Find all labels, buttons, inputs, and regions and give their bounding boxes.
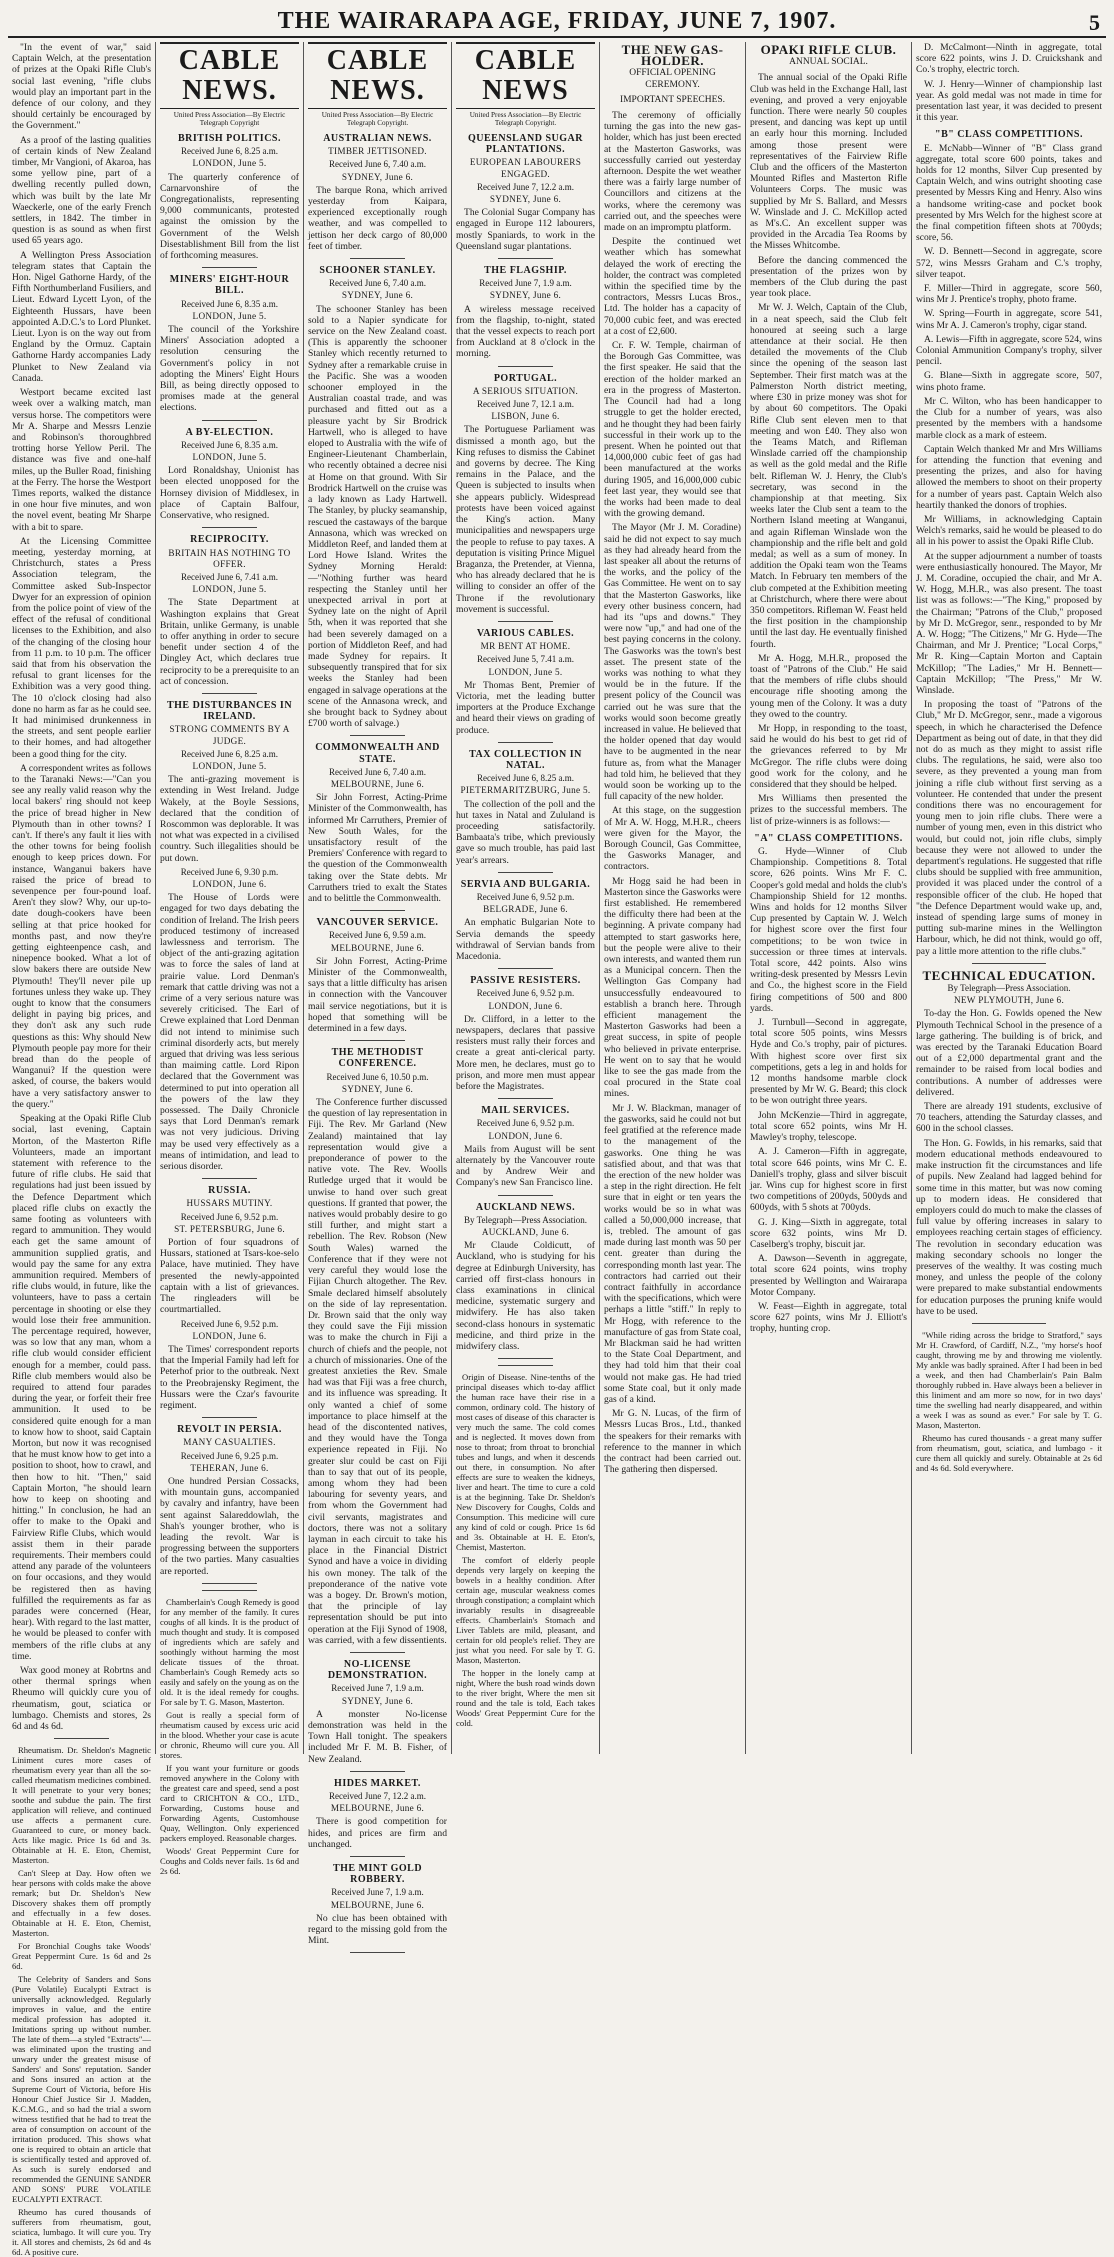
paragraph: W. J. Henry—Winner of championship last year. As gold medal was not made in time for presentation last year, it was decided to present it this year.: [916, 78, 1102, 124]
section-heading: PASSIVE RESISTERS.: [470, 975, 581, 987]
dateline: LONDON, June 5.: [192, 310, 267, 321]
advertisement: Rheumo has cured thousands - a great many suffer from rheumatism, gout, sciatica, and lumbago - it cure them all quickly and surely. Obtainable at 2s 6d and 4s 6d. Sold everywhere.: [916, 1432, 1102, 1473]
masthead: [8, 6, 1106, 38]
article-text: Lord Ronaldshay, Unionist has been elected unopposed for the Hornsey division of Middlesex, in place of Captain Balfour, Conservative, who resigned.: [160, 465, 299, 522]
rifle-club-subhead: ANNUAL SOCIAL.: [789, 57, 868, 68]
paragraph: Mr Hopp, in responding to the toast, said he would do his best to get rid of the grievances referred to by Mr McGregor. The rifle clubs were doing good work for the colony, and he considered that they should be helped.: [750, 722, 907, 790]
section-heading: THE MINT GOLD ROBBERY.: [332, 1863, 423, 1886]
paragraph: As a proof of the lasting qualities of certain kinds of New Zealand timber, Mr Vangioni, of Akaroa, has some yellow pine, part of a dwelling recently pulled down, which was built by the late Mr Waeckerle, one of the early French settlers, in 1842. The timber in question is as sound as when first used 65 years ago.: [12, 134, 151, 247]
received-time: Received June 6, 9.52 p.m.: [476, 891, 575, 902]
article-text: The quarterly conference of Carnarvonshire of the Congregationalists, representing 9,000 communicants, protested against the omission by the Government of the Welsh Disestablishment Bill from the list of forthcoming measures.: [160, 171, 299, 262]
advertisement: The comfort of elderly people depends very largely on keeping the bowels in a healthy condition. After certain age, muscular weakness comes through constipation; a complaint which invariably results in disagreeable effects. Chamberlain's Stomach and Liver Tablets are mild, pleasant, and certain for old people's relief. They are just what you need. For sale by T. G. Mason, Masterton.: [456, 1555, 595, 1666]
dateline: MELBOURNE, June 6.: [330, 778, 425, 789]
received-time: Received June 6, 7.40 a.m.: [329, 159, 426, 170]
paragraph: In proposing the toast of "Patrons of the Club," Mr D. McGregor, senr., made a vigorous speech, in which he characterised the Defence Department as being out of date, in that they did not do as much as they might to assist rifle clubs. The regulations, he said, were also too severe, as they prevented a young man from joining a rifle club without first serving as a volunteer. He contended that under the present conditions there was no encouragement for young men to join rifle clubs. There were a number of young men, even in this district who would, but could not, join rifle clubs, simply because they were not allowed to under the department's regulations. He suggested that rifle clubs should be supplied with free ammunition, provided it was placed under the control of a responsible officer of the club. He hoped that "the Defence Department would wake up, and, instead of spending large sums of money in putting sub-marine mines in the Wellington Harbour, which, he did not think, would go off, pay a little more attention to the rifle clubs.": [916, 699, 1102, 957]
paragraph: The annual social of the Opaki Rifle Club was held in the Exchange Hall, last evening, and proved a very enjoyable function. There were nearly 50 couples present, and dancing was kept up until an early hour this morning. Included among those present were representatives of the Fairview Rifle Club and the officers of the Masterton Mounted Rifles and Masterton Rifle Volunteers Corps. The music was supplied by Mr S. Ballard, and Messrs W. Winslade and J. C. McKillop acted as M's.C. An excellent supper was provided in the Arcadia Tea Rooms by the Misses Whitcombe.: [750, 72, 907, 252]
section-heading: QUEENSLAND SUGAR PLANTATIONS.: [468, 133, 583, 156]
article-text: The anti-grazing movement is extending in West Ireland. Judge Wakely, at the Boyle Sessions, declared that the condition of Roscommon was deplorable. It was not what was expected in a civilised country. Such illegalities should be put down.: [160, 774, 299, 864]
paragraph: G. Blane—Sixth in aggregate score, 507, wins photo frame.: [916, 370, 1102, 393]
press-credit: United Press Association—By Electric Telegraph Copyright.: [469, 111, 582, 127]
paragraph: Speaking at the Opaki Rifle Club social, last evening, Captain Morton, of the Masterton Rifle Volunteers, made an important statement with reference to the future of rifle clubs. He said that regulations had just been issued by the Defence Department which placed rifle clubs on exactly the same footing as volunteers with regard to ammunition. They would each get the same amount of ammunition supplied gratis, and would pay the same for any extra ammunition required. Members of rifle clubs would, in future, like the volunteers, have to pass a certain percentage in shooting or else they would lose their free ammunition. The percentage required, however, was so low that any man, whom a rifle club would consider efficient enough for a member, could pass. Rifle club members would also be required to attend four parades during the year, or forfeit their free ammunition. It used to be considered quite enough for a man to know how to shoot, said Captain Morton, but now it was recognised that he must know how to get into a position to shoot, how to crawl, and then how to hit. "Then," said Captain Morton, "he should learn how to keep on shooting and hitting." In conclusion, he had an offer to make to the Opaki and Fairview Rifle Clubs, which would assist them in their parade requirements. Their members could attend any parade of the volunteers on four occasions, and they would be registered then as having fulfilled the requirements as far as parades were concerned (Hear, hear). With regard to the last matter, he would be pleased to confer with members of the rifle clubs at any time.: [12, 1113, 151, 1662]
paragraph: G. Hyde—Winner of Club Championship. Competitions 8. Total score, 626 points. Wins Mr F. C. Cooper's gold medal and holds the club's Championship Shield for 12 months. Wins and holds for 12 months Silver Cup presented by Captain W. J. Welch for highest score over the first four competitions; to be won twice in succession or three times at intervals. Total score, 442 points. Also wins writing-desk presented by Messrs Levin and Co., the highest score in the Field firing competitions of 500 and 800 yards.: [750, 846, 907, 1014]
section-heading: VARIOUS CABLES.: [476, 627, 575, 639]
dateline: HUSSARS MUTINY.: [186, 1198, 273, 1209]
article-text: The council of the Yorkshire Miners' Association adopted a resolution censuring the Government's policy in not adopting the Miners' Eight Hours Bill, as being directly opposed to promises made at the general elections.: [160, 324, 299, 414]
paragraph: W. Feast—Eighth in aggregate, total score 627 points, wins Mr J. Elliott's trophy, hunting crop.: [750, 1300, 907, 1335]
dateline: BELGRADE, June 6.: [483, 904, 568, 915]
paragraph: John McKenzie—Third in aggregate, total score 652 points, wins Mr H. Mawley's trophy, telescope.: [750, 1109, 907, 1144]
paragraph: Before the dancing commenced the presentation of the prizes won by members of the Club during the past year took place.: [750, 254, 907, 300]
paragraph: The ceremony of officially turning the gas into the new gas-holder, which has just been erected at the Masterton Gasworks, was successfully carried out yesterday afternoon. Despite the wet weather there was a fairly large number of Councillors and citizens at the works, where the ceremony was carried out, and the speeches were made on an impromptu platform.: [604, 110, 741, 234]
paragraph: A. Dawson—Seventh in aggregate, total score 624 points, wins trophy presented by Wellington and Wairarapa Motor Company.: [750, 1253, 907, 1298]
section-heading: PORTUGAL.: [493, 372, 558, 384]
received-time: Received June 6, 7.41 a.m.: [181, 571, 278, 582]
dateline: LONDON, June 6.: [488, 1130, 563, 1141]
received-time: Received June 6, 9.30 p.m.: [180, 866, 279, 877]
column-3: [304, 42, 452, 1947]
article-text: Portion of four squadrons of Hussars, stationed at Tsars-koe-selo Palace, have mutinied. They have presented the newly-appointed captain with a list of grievances. The ringleaders will be courtmartialled.: [160, 1237, 299, 1316]
received-time: By Telegraph—Press Association.: [464, 1214, 587, 1225]
article-text: The barque Rona, which arrived yesterday from Kaipara, experienced exceptionally rough weather, and was compelled to jettison her deck cargo of 80,000 feet of timber.: [308, 184, 447, 252]
article-text: A wireless message received from the flagship, to-night, stated that the vessel expects to reach port from Auckland at 8 o'clock in the morning.: [456, 303, 595, 360]
col7-ads: [916, 1330, 1102, 1473]
gas-holder-subhead: OFFICIAL OPENING CEREMONY.: [629, 68, 716, 90]
section-heading: REVOLT IN PERSIA.: [177, 1424, 282, 1436]
divider: [54, 1738, 110, 1739]
dateline: MELBOURNE, June 6.: [330, 1899, 425, 1910]
paragraph: To-day the Hon. G. Fowlds opened the New Plymouth Technical School in the presence of a large gathering. The building is of brick, and was erected by the Taranaki Education Board out of a £2,000 departmental grant and the remainder to be raised from local bodies and contributions. A number of addresses were delivered.: [916, 1008, 1102, 1098]
article-text: The Times' correspondent reports that the Imperial Family had left for Peterhof prior to the outbreak. Next to the Preobrajensky Regiment, the Hussars were the Czar's favourite regiment.: [160, 1343, 299, 1411]
col4-sections: [456, 133, 595, 1359]
divider: [498, 1098, 554, 1099]
advertisement: Rheumatism. Dr. Sheldon's Magnetic Liniment cures more cases of rheumatism every year than all the so-called rheumatism medicines combined. It will penetrate to your very bones; soothe and subdue the pain. The first application will relieve, and continued use affects a permanent cure. Guaranteed to cure, or money back. Acts like magic. Price 1s 6d and 3s. Obtainable at H. E. Eton, Chemist, Masterton.: [12, 1745, 151, 1866]
divider: [498, 872, 554, 873]
article-text: The State Department at Washington explains that Great Britain, unlike Germany, is unable to offer anything in order to secure benefit under section 4 of the Dingley Act, which declares true reciprocity to be a prerequisite to an act of concession.: [160, 597, 299, 687]
cable-news-heading: CABLE NEWS.: [308, 42, 447, 109]
advertisement: For Bronchial Coughs take Woods' Great Peppermint Cure. 1s 6d and 2s 6d.: [12, 1941, 151, 1972]
dateline: SYDNEY, June 6.: [341, 171, 414, 182]
paragraph: Mr Hogg said he had been in Masterton since the Gasworks were first established. He remembered the difficulty there had been at the beginning. A private company had attempted to start gasworks here, but the people were alive to their own interests, and wanted them run as a Municipal concern. Then the Wellington Gas Company had unsuccessfully endeavoured to establish a branch here. Through efficient management the Masterton Gasworks had been a great success, in spite of people who believed in private enterprise. He went on to say that he would like to see the gas made from the coal procured in the State coal mines.: [604, 875, 741, 1100]
advertisement: Woods' Great Peppermint Cure for Coughs and Colds never fails. 1s 6d and 2s 6d.: [160, 1845, 299, 1876]
article-text: The Conference further discussed the question of lay representation in Fiji. The Rev. Mr Garland (New Zealand) maintained that lay representation would give a preponderance of power to the native vote. The Rev. Woolls Rutledge urged that it would be unwise to hand over such great questions. If granted that power, the natives would probably desire to go still further, and might start a rebellion. The Rev. Robson (New South Wales) warned the Conference that if they were not very careful they would lose the Fijian Church altogether. The Rev. Smale declared himself absolutely on the side of lay representation. Dr. Brown said that the only way they could save the Fiji mission was to make the church in Fiji a church of chiefs and the people, not a church of missionaries. One of the greatest anxieties the Rev. Smale had was that Fiji was a free church, and its influence was spreading. It only wanted a chief of some importance to place himself at the head of the discontented natives, and they would have the Tonga experience repeated in Fiji. No greater slur could be cast on Fiji than to say that out of its people, among whom they had been labouring for seventy years, and from whom the Government had civil servants, magistrates and doctors, there was not a solitary layman in each circuit to take his place in the Financial District Synod and have a voice in dividing his own money. The talk of the preponderance of the native vote was a bogey. Dr. Brown's motion, that the principle of lay representation should be put into operation at the Fiji Synod of 1908, was carried, with a few dissentients.: [308, 1097, 447, 1646]
section-heading: THE METHODIST CONFERENCE.: [331, 1047, 424, 1070]
divider: [350, 735, 406, 736]
advertisement: The Celebrity of Sanders and Sons (Pure Volatile) Eucalypti Extract is universally acknowledged. Regularly improves in value, and the entire medical profession has adopted it. Imitations spring up without number. The late of them—a styled "Extracts"—was eliminated upon the trusting and unwary under the greatest misuse of Sanders' and Sons' reputation. Sander and Sons insured an action at the Supreme Court of Victoria, before His Honour Chief Justice Sir J. Madden, K.C.M.G., and so had the trial a sworn witness testified that he had to treat the area of consumption on account of the irritation produced. This shows what one is required to obtain an article that is scientifically tested and approved of. As such is surely endorsed and recommended the GENUINE SANDER AND SONS' PURE VOLATILE EUCALYPTI EXTRACT.: [12, 1974, 151, 2205]
divider: [202, 267, 258, 268]
advertisement: Origin of Disease. Nine-tenths of the principal diseases which to-day afflict the human race have their rise in a common, ordinary cold. The history of most cases of disease of this character is very much the same. The cold comes and is neglected. It moves down from nose to throat; from throat to bronchial tubes and lungs, and when it descends out there, in consumption. No after effects are sure to weaken the kidneys, liver and heart. The time to cure a cold is at the beginning. Take Dr. Sheldon's New Discovery for Coughs, Colds and Consumption. This medicine will cure any kind of cold or cough. Price 1s 6d and 3s. Obtainable at H. E. Eton's, Chemist, Masterton.: [456, 1372, 595, 1553]
received-time: Received June 6, 8.35 a.m.: [181, 439, 278, 450]
divider: [202, 1178, 258, 1179]
technical-education-headline: TECHNICAL EDUCATION.: [922, 967, 1096, 983]
dateline: BRITAIN HAS NOTHING TO OFFER.: [168, 547, 291, 569]
advertisement: Can't Sleep at Day. How often we hear persons with colds make the above remark; but Dr. Sheldon's New Discovery shakes them off promptly and effectually in a few doses. Obtainable at H. E. Eton, Chemist, Masterton.: [12, 1868, 151, 1939]
paragraph: At this stage, on the suggestion of Mr A. W. Hogg, M.H.R., cheers were given for the Mayor, the Borough Council, Gas Committee, the Gasworks Manager, and contractors.: [604, 805, 741, 873]
paragraph: The Hon. G. Fowlds, in his remarks, said that modern educational methods endeavoured to make instruction fit the circumstances and life of pupils. New Zealand had lagged behind for some time in this matter, but was now coming up to modern ideas. He considered that employers could do much to make the classes of full value by offering increases in salary to employees reaching certain stages of efficiency. The revolution in secondary education was making secondary schools no longer the preserves of the wealthy. It was costing much money, and unless the people of the colony were prepared to make substantial endowments for education purposes the pruning knife would have to be used.: [916, 1137, 1102, 1317]
divider: [498, 1195, 554, 1196]
received-time: Received June 6, 8.25 a.m.: [477, 773, 574, 784]
paragraph: F. Miller—Third in aggregate, score 560, wins Mr J. Prentice's trophy, photo frame.: [916, 283, 1102, 306]
column-1: [8, 42, 156, 2257]
col2-ads: [160, 1597, 299, 1876]
class-heading: "B" CLASS COMPETITIONS.: [935, 129, 1083, 141]
paragraph: Mr A. Hogg, M.H.R., proposed the toast of "Patrons of the Club." He said that the members of rifle clubs should encourage rifle shooting among the young men of the Colony. It was a duty they owed to the country.: [750, 652, 907, 720]
page-number: 5: [1089, 10, 1100, 35]
paragraph: Despite the continued wet weather which has somewhat delayed the work of erecting the holder, the contract was completed within the specified time by the contractors, Messrs Lucas Bros., Ltd. The holder has a capacity of 70,000 cubic feet, and was erected at a cost of £2,600.: [604, 236, 741, 337]
rifle-club-headline: OPAKI RIFLE CLUB.: [760, 42, 897, 57]
divider: [350, 258, 406, 259]
section-heading: MAIL SERVICES.: [481, 1105, 570, 1117]
divider: [202, 1590, 258, 1591]
dateline: ST. PETERSBURG, June 6.: [174, 1223, 285, 1234]
press-credit: United Press Association—By Electric Telegraph Copyright.: [321, 111, 434, 127]
divider: [498, 621, 554, 622]
dateline: SYDNEY, June 6.: [341, 1083, 414, 1094]
article-text: The Colonial Sugar Company has engaged in Europe 112 labourers, mostly Spaniards, to work in the Queensland sugar plantations.: [456, 207, 595, 252]
paragraph: Mr J. W. Blackman, manager of the gasworks, said he could not but feel gratified at the reference made to the management of the gasworks. One thing he was satisfied about, and that was that the erection of the new holder was a step in the right direction. He felt sure that in eight or ten years the works would be so in what was called a 50,000,000 increase, that is, trebled. The amount of gas made during last month was 50 per cent. greater than during the corresponding month last year. The contractors had carried out their contract faithfully in accordance with the specifications, which were perhaps a little "stiff." In reply to Mr Hogg, with reference to the manufacture of gas from State coal, Mr Blackman said he had written to the State Coal Department, and they had told him that their coal would not make gas. He had tried some State coal, but it only made gas of a kind.: [604, 1102, 741, 1405]
received-time: Received June 7, 1.9 a.m.: [479, 278, 572, 289]
received-time: Received June 7, 1.9 a.m.: [331, 1683, 424, 1694]
section-heading: A BY-ELECTION.: [185, 426, 274, 438]
section-heading: HIDES MARKET.: [334, 1777, 421, 1789]
dateline: LISBON, June 6.: [491, 411, 560, 422]
paragraph: D. McCalmont—Ninth in aggregate, total score 622 points, wins J. D. Cruickshank and Co.'s trophy, electric torch.: [916, 42, 1102, 76]
advertisement: Rheumo has cured thousands of sufferers from rheumatism, gout, sciatica, lumbago. It will cure you. Try it. All stores and chemists, 2s 6d and 4s 6d. A positive cure.: [12, 2207, 151, 2257]
divider: [972, 1323, 1046, 1324]
divider: [498, 742, 554, 743]
divider: [202, 693, 258, 694]
dateline: SYDNEY, June 6.: [489, 290, 562, 301]
paragraph: "In the event of war," said Captain Welch, at the presentation of prizes at the Opaki Rifle Club's social last evening, "rifle clubs would play an important part in the defence of our colony, and they should certainly be encouraged by the Government.": [12, 42, 151, 132]
divider: [498, 258, 554, 259]
advertisement: The hopper in the lonely camp at night, Where the bush road winds down to the river bright, Where the men sit round and the tale is told, Each takes Woods' Great Peppermint Cure for the cold.: [456, 1668, 595, 1729]
article-text: An emphatic Bulgarian Note to Servia demands the speedy withdrawal of Servian bands from Macedonia.: [456, 917, 595, 962]
article-text: The collection of the poll and the hut taxes in Natal and Zululand is proceeding satisfactorily. Bambaata's tribe, which previously gave so much trouble, has paid last year's arrears.: [456, 798, 595, 866]
section-heading: TAX COLLECTION IN NATAL.: [469, 748, 582, 771]
paragraph: Captain Welch thanked Mr and Mrs Williams for attending the function that evening and presenting the prizes, and also for having allowed the members to shoot on their property for a number of years past. Captain Welch also heartily thanked the donors of trophies.: [916, 443, 1102, 511]
paragraph: J. Turnbull—Second in aggregate, total score 505 points, wins Messrs Hyde and Co.'s trophy, pair of pictures. With highest score over first six competitions, gets a leg in and holds for 12 months handsome marble clock presented by Mr W. G. Beard; this clock to be won outright three years.: [750, 1017, 907, 1107]
received-time: Received June 6, 9.52 p.m.: [180, 1211, 279, 1222]
received-time: Received June 6, 8.35 a.m.: [181, 298, 278, 309]
class-heading: "A" CLASS COMPETITIONS.: [754, 832, 903, 844]
newspaper-title: THE WAIRARAPA AGE, FRIDAY, JUNE 7, 1907.: [277, 8, 837, 34]
article-text: The Portuguese Parliament was dismissed a month ago, but the King refuses to dismiss the Cabinet and governs by decree. The King remains in the Palace, and the Queen is subjected to insults when she appears publicly. Widespread protests have been voiced against the King's action. Many municipalities and newspapers urge the people to refuse to pay taxes. A deputation is visiting Prince Miguel Braganza, the Pretender, at Vienna, who has already declared that he is willing to consider an offer of the Throne if the revolutionary movement is successful.: [456, 424, 595, 615]
col3-sections: [308, 133, 447, 1953]
dateline: LONDON, June 6.: [192, 1330, 267, 1341]
col2-sections: [160, 133, 299, 1584]
divider: [202, 1417, 258, 1418]
section-heading: SERVIA AND BULGARIA.: [460, 878, 591, 890]
received-time: Received June 7, 12.2 a.m.: [477, 181, 574, 192]
section-heading: THE DISTURBANCES IN IRELAND.: [166, 699, 293, 723]
received-time: Received June 5, 7.41 a.m.: [477, 654, 574, 665]
dateline: TIMBER JETTISONED.: [328, 146, 427, 157]
dateline: LONDON, June 6.: [488, 1000, 563, 1011]
section-heading: AUCKLAND NEWS.: [475, 1201, 576, 1213]
dateline: MR BENT AT HOME.: [480, 641, 571, 652]
dateline: MELBOURNE, June 6.: [330, 1803, 425, 1814]
section-heading: COMMONWEALTH AND STATE.: [315, 742, 440, 765]
article-text: Sir John Forrest, Acting-Prime Minister of the Commonwealth, has informed Mr Carruthers, Premier of New South Wales, for the unsatisfactory result of the Premiers' Conference with regard to the question of the Commonwealth taking over the State debts. Mr Carruthers tried to exalt the States and to belittle the Commonwealth.: [308, 792, 447, 904]
paragraph: A Wellington Press Association telegram states that Captain the Hon. Nigel Gathorne Hardy, of the Fifth Northumberland Fusiliers, and Lieut. Edward Lycett Lyon, of the Eighteenth Hussars, have been appointed A.D.C.'s to Lord Plunket. Lieut. Lyon is on the way out from England by the Ormuz. Captain Gathorne Hardy accompanies Lady Plunket to New Zealand via Canada.: [12, 249, 151, 384]
received-time: Received June 7, 12.2 a.m.: [329, 1791, 426, 1802]
dateline: LONDON, June 5.: [192, 760, 267, 771]
column-4: [452, 42, 600, 1754]
paragraph: There are already 191 students, exclusive of 70 teachers, attending the Saturday classes, and 600 in the school classes.: [916, 1101, 1102, 1135]
section-heading: MINERS' EIGHT-HOUR BILL.: [169, 274, 290, 297]
paragraph: W. D. Bennett—Second in aggregate, score 572, wins Messrs Graham and C.'s trophy, silver teapot.: [916, 246, 1102, 280]
dateline: LONDON, June 5.: [192, 158, 267, 169]
received-time: Received June 7, 12.1 a.m.: [477, 399, 574, 410]
paragraph: Mr Williams, in acknowledging Captain Welch's remarks, said he would be pleased to do all in his power to assist the Opaki Rifle Club.: [916, 513, 1102, 548]
received-time: Received June 6, 9.52 p.m.: [476, 1118, 575, 1129]
dateline: LONDON, June 5.: [192, 452, 267, 463]
cable-news-heading: CABLE NEWS.: [160, 42, 299, 109]
section-heading: VANCOUVER SERVICE.: [316, 917, 439, 929]
paragraph: G. J. King—Sixth in aggregate, total score 632 points, wins Mr D. Caselberg's trophy, biscuit jar.: [750, 1216, 907, 1250]
gas-holder-subhead-2: IMPORTANT SPEECHES.: [619, 94, 726, 105]
divider: [498, 968, 554, 969]
dateline: MANY CASUALTIES.: [183, 1437, 276, 1448]
divider: [202, 527, 258, 528]
paragraph: Mr W. J. Welch, Captain of the Club, in a neat speech, said the Club felt honoured at seeing such a large attendance at their social. He then detailed the movements of the Club since the opening of the season last September. Their first match was at the Palmerston North district meeting, where £30 in prize money was shot for by about 60 competitors. The Opaki Rifle Club sent eleven men to that meeting and won £40. They also won the Teams Match, and Rifleman Winslade carried off the championship as well as the gold medal and the Rifle belt. Rifleman W. J. Henry, the Club's secretary, was second in the championship at that meeting. Six weeks later the Club sent a team to the Northern Island meeting at Wanganui, and again Rifleman Winslade won the championship and the rifle belt and gold medal; as well as a sum of money. In addition the Opaki team won the Teams Match. In February ten members of the club competed at the Exhibition meeting at Christchurch, where there were about 350 competitors. Rifleman W. Feast held the first position in the championship until the last day. He eventually finished fourth.: [750, 302, 907, 650]
divider: [350, 910, 406, 911]
section-heading: AUSTRALIAN NEWS.: [323, 133, 432, 144]
divider: [350, 1952, 406, 1953]
divider: [498, 366, 554, 367]
divider: [350, 1771, 406, 1772]
paragraph: At the Licensing Committee meeting, yesterday morning, at Christchurch, states a Press Association telegram, the Committee asked Sub-Inspector Dwyer for an expression of opinion from the police point of view of the effect of the refusal of conditional licenses to the Exhibition, and also of the changing of the closing hour from 11 p.m. to 10 p.m. The officer said that from his observation the refusal to grant licenses for the Exhibition was a very good thing. The 10 o'clock closing had also done no harm as far as he could see. It had minimised drunkenness in the streets, and sent people earlier to their homes, and had altogether been a good thing for the city.: [12, 535, 151, 760]
paragraph: Wax good money at Robrtns and other thermal springs when Rheumo will quickly cure you of rheumatism, gout, sciatica or lumbago. Chemists and stores, 2s 6d and 4s 6d.: [12, 1665, 151, 1733]
dateline: LONDON, June 5.: [192, 584, 267, 595]
divider: [498, 1358, 554, 1359]
paragraph: W. Spring—Fourth in aggregate, score 541, wins Mr A. J. Cameron's trophy, cigar stand.: [916, 308, 1102, 331]
paragraph: A. J. Cameron—Fifth in aggregate, total score 646 points, wins Mr C. E. Daniell's trophy, glass and silver biscuit jar. Wins cup for highest score in first two competitions of 200yds, 500yds and 600yds, with 5 shots at 700yds.: [750, 1146, 907, 1214]
column-2: [156, 42, 304, 1876]
col1-paras: [12, 42, 151, 1732]
received-time: Received June 6, 9.25 p.m.: [180, 1450, 279, 1461]
col1-ads: [12, 1745, 151, 2257]
section-heading: RUSSIA.: [208, 1185, 251, 1197]
column-7: [912, 42, 1106, 1754]
paragraph: Westport became excited last week over a walking match, man versus horse. The competitors were Mr A. Sharpe and Messrs Lenzie and Robinson's thoroughbred trotting horse Yellow Peril. The distance was five and one-half miles, up the Buller Road, finishing at the Ferry. The horse the Westport Times reports, walked the distance in one hour five minutes, and won the novel event, beating Mr Sharpe with a bit to spare.: [12, 387, 151, 533]
received-time: Received June 6, 9.52 p.m.: [476, 988, 575, 999]
dateline: STRONG COMMENTS BY A JUDGE.: [169, 724, 290, 746]
cable-news-heading: CABLE NEWS: [456, 42, 595, 109]
divider: [498, 1365, 554, 1366]
section-heading: RECIPROCITY.: [190, 534, 269, 546]
column-6: [746, 42, 912, 1754]
article-text: One hundred Persian Cossacks, with mountain guns, accompanied by cavalry and infantry, have been sent against Salareddowlah, the Shah's younger brother, who is leading the revolt. War is progressing between the supporters of the two parties. Many casualties are reported.: [160, 1475, 299, 1577]
col4-ads: [456, 1372, 595, 1728]
divider: [350, 1040, 406, 1041]
dateline: AUCKLAND, June 6.: [481, 1227, 570, 1238]
advertisement: Gout is really a special form of rheumatism caused by excess uric acid in the blood. Whether your case is acute or chronic, Rheumo will cure you. All stores.: [160, 1709, 299, 1760]
paragraph: Mr G. N. Lucas, of the firm of Messrs Lucas Bros., Ltd., thanked the speakers for their remarks with reference to the manner in which the contract had been carried out. The gathering then dispersed.: [604, 1408, 741, 1476]
advertisement: If you want your furniture or goods removed anywhere in the Colony with the greatest care and speed, send a post card to CRICHTON & CO., LTD., Forwarding, Customs house and Forwarding Agents, Customhouse Quay, Wellington. Only experienced packers employed. Reasonable charges.: [160, 1762, 299, 1843]
press-credit: By Telegraph—Press Association.: [947, 983, 1071, 994]
received-time: Received June 6, 9.59 a.m.: [329, 930, 426, 941]
article-text: No clue has been obtained with regard to the missing gold from the Mint.: [308, 1912, 447, 1947]
paragraph: Mr C. Wilton, who has been handicapper to the Club for a number of years, was also presented by the members with a handsome marble clock as a mark of esteem.: [916, 395, 1102, 441]
article-text: Mr Claude Coldicutt, of Auckland, who is studying for his degree at Edinburgh University, has carried off first-class honours in class examinations in clinical medicine, systematic surgery and midwifery. He has also taken second-class honours in systematic medicine, and third prize in the midwifery class.: [456, 1240, 595, 1353]
dateline: SYDNEY, June 6.: [341, 1695, 414, 1706]
column-5: [600, 42, 746, 1754]
article-text: The schooner Stanley has been sold to a Napier syndicate for service on the New Zealand coast. (This is apparently the schooner Stanley which recently returned to Sydney after a remarkable cruise in the Pacific. She was a wooden schooner employed in the Australian coastal trade, and was purchased and fitted out as a pleasure yacht by Sir Brodrick Hartwell, who is alleged to have eloped to Australia with the wife of Engineer-Lieutenant Chamberlain, who recently obtained a decree nisi at Home on that ground. With Sir Brodrick Hartwell on the cruise was a lady known as Lady Hartwell. The Stanley, by plucky seamanship, rescued the castaways of the barque Annasona, which was wrecked on Middleton Reef, and landed them at Lord Howe Island. Writes the Sydney Morning Herald: —"Nothing further was heard respecting the Stanley until her unexpected arrival in port at Sydney late on the night of April 5th, when it was reported that she had been severely damaged on a portion of Middleton Reef, and had made Sydney for repairs. It subsequently transpired that for six weeks the Stanley had been engaged in salvage operations at the scene of the Annasona wreck, and she brought back to Sydney about £700 worth of salvage.): [308, 303, 447, 730]
dateline: PIETERMARITZBURG, June 5.: [460, 785, 591, 796]
gas-holder-headline: THE NEW GAS-HOLDER.: [621, 42, 724, 69]
dateline: EUROPEAN LABOURERS ENGAGED.: [469, 157, 582, 179]
divider: [972, 963, 1046, 964]
paragraph: E. McNabb—Winner of "B" Class grand aggregate, total score 600 points, takes and holds for 12 months, Silver Cup presented by Captain Welch, and wins outright shooting case presented by Messrs King and Henry. Also wins a handsome writing-case and pocket book presented by Mrs Welch for the highest score at the final competition fifteen shots at 700yds; score, 56.: [916, 142, 1102, 244]
advertisement: Chamberlain's Cough Remedy is good for any member of the family. It cures coughs of all kinds. It is the product of much thought and study. It is composed of ingredients which are safely and soothingly without harming the most delicate tissues of the throat. Chamberlain's Cough Remedy acts so easily and safely on the young as on the old. It is the ideal remedy for coughs. For sale by T. G. Mason, Masterton.: [160, 1596, 299, 1707]
dateline: SYDNEY, June 6.: [489, 194, 562, 205]
dateline: NEW PLYMOUTH, June 6.: [953, 995, 1065, 1006]
section-heading: SCHOONER STANLEY.: [319, 265, 436, 277]
paragraph: The Mayor (Mr J. M. Coradine) said he did not expect to say much as they had already heard from the last speaker all about the returns of the works, and the policy of the Gas Committee. He went on to say that the Masterton Gasworks, like every other business concern, had had its "ups and downs." They were now "up," and had one of the best paying concerns in the colony. The Gasworks was the town's best asset. The present state of the works was nothing to what they would be in the future. If the present policy of the Council was carried out he was sure that the works would soon become greatly increased in value. He believed that the holder opened that day would have to be augmented in the near future as, from what the Manager had told him, he believed that they would soon be working up to the full capacity of the new holder.: [604, 522, 741, 803]
paragraph: At the supper adjournment a number of toasts were enthusiastically honoured. The Mayor, Mr J. M. Coradine, occupied the chair, and Mr A. W. Hogg, M.H.R., was also present. The toast list was as follows:—"The King," proposed by the Chairman; "Patrons of the Club," proposed by Mr D. McGregor, senr., responded to by Mr A. W. Hogg; "The Citizens," Mr G. Hyde—The Chairman, and Mr J. Prentice; "Local Corps," Mr R. King—Captain Morton and Captain McKillop; "The Ladies," Mr H. Bennett—Captain McKillop; "The Press," Mr W. Winslade.: [916, 550, 1102, 696]
section-heading: NO-LICENSE DEMONSTRATION.: [327, 1659, 428, 1682]
divider: [350, 1856, 406, 1857]
article-text: The House of Lords were engaged for two days debating the condition of Ireland. The Irish peers produced testimony of increased lawlessness and terrorism. The object of the anti-grazing agitation was to force the sales of land at prairie value. Lord Denman's remark that cattle driving was not a crime of a very serious nature was severely criticised. The Earl of Crewe explained that Lord Denman did not intend to minimise such criminal disorderly acts, but merely argued that driving was less serious than maiming cattle. Lord Ripon declared that the Government was determined to put into operation all the powers of the law they possessed. The Daily Chronicle says that Lord Denman's remark was not very judicious. Driving may be used very effectively as a means of intimidation, and lead to serious disorder.: [160, 892, 299, 1173]
paragraph: Mrs Williams then presented the prizes to the successful members. The list of prize-winners is as follows:—: [750, 793, 907, 827]
dateline: SYDNEY, June 6.: [341, 290, 414, 301]
press-credit: United Press Association—By Electric Telegraph Copyright: [173, 111, 286, 127]
dateline: LONDON, June 5.: [488, 666, 563, 677]
dateline: A SERIOUS SITUATION.: [472, 385, 579, 396]
received-time: Received June 6, 8.25 a.m.: [181, 748, 278, 759]
received-time: Received June 6, 10.50 p.m.: [326, 1071, 429, 1082]
received-time: Received June 6, 8.25 a.m.: [181, 146, 278, 157]
article-text: Sir John Forrest, Acting-Prime Minister of the Commonwealth, says that a little difficulty has arisen in connection with the Vancouver mail service negotiations, but it is hoped that something will be determined in a few days.: [308, 955, 447, 1035]
divider: [350, 1652, 406, 1653]
advertisement: "While riding across the bridge to Stratford," says Mr H. Crawford, of Cardiff, N.Z., "my horse's hoof caught, throwing me by and throwing me violently. My ankle was badly sprained. After I had been in bed a week, and then had Chamberlain's Pain Balm thoroughly rubbed in. Have always been a believer in this liniment and am more so now, for in two days' time the swelling had nearly disappeared, and within a week I was as sound as ever." For sale by T. G. Mason, Masterton.: [916, 1329, 1102, 1430]
article-text: A monster No-license demonstration was held in the Town Hall tonight. The speakers included Mr F. M. B. Fisher, of New Zealand.: [308, 1708, 447, 1765]
received-time: Received June 7, 1.9 a.m.: [331, 1887, 424, 1898]
article-text: Mails from August will be sent alternately by the Vancouver route and by Andrew Weir and Company's new San Francisco line.: [456, 1143, 595, 1189]
paragraph: Cr. F. W. Temple, chairman of the Borough Gas Committee, was the first speaker. He said that the erection of the holder marked an era in the progress of Masterton. The Council had had a long struggle to get the holder erected, and he thought they had been fairly successful in their work up to the present. When he pointed out that 14,000,000 cubic feet of gas had been manufactured at the works during 1905, and 16,000,000 cubic feet last year, they would see that the works had been made to deal with the growing demand.: [604, 340, 741, 520]
divider: [202, 1583, 258, 1584]
article-text: Mr Thomas Bent, Premier of Victoria, met the leading butter importers at the Produce Exchange and heard their views on grading of produce.: [456, 679, 595, 736]
received-time: Received June 6, 9.52 p.m.: [180, 1318, 279, 1329]
received-time: Received June 6, 7.40 a.m.: [329, 278, 426, 289]
section-heading: THE FLAGSHIP.: [484, 265, 567, 277]
article-text: Dr. Clifford, in a letter to the newspapers, declares that passive resisters must rally their forces and create a great anti-clerical party. More men, he declares, must go to prison, and more men must appear before the Magistrates.: [456, 1013, 595, 1093]
dateline: TEHERAN, June 6.: [190, 1462, 269, 1473]
paragraph: A. Lewis—Fifth in aggregate, score 524, wins Colonial Ammunition Company's trophy, silver pencil.: [916, 333, 1102, 368]
dateline: MELBOURNE, June 6.: [330, 942, 425, 953]
received-time: Received June 6, 7.40 a.m.: [329, 766, 426, 777]
article-text: There is good competition for hides, and prices are firm and unchanged.: [308, 1816, 447, 1850]
divider: [202, 420, 258, 421]
section-heading: BRITISH POLITICS.: [178, 133, 281, 144]
dateline: LONDON, June 6.: [192, 878, 267, 889]
paragraph: A correspondent writes as follows to the Taranaki News:—"Can you see any really valid reason why the local bakers' ring should not keep the price of bread higher in New Plymouth than in other towns? I can't. If there's any fault it lies with the other towns for being foolish enough to keep prices down. For instance, Wanganui bakers have raised the price of bread to sevenpence per four-pound loaf. Aren't they slow? Why, our up-to-date dough-cookers have been selling at that price hooked for months past, and now they're getting eighteenpence cash, and ninepence booked. What a lot of slow bakers there are outside New Plymouth! They'll never pile up fortunes unless they wake up. They ought to know that the consumers delight in paying big prices, and they don't ask any such rude questions as this: Why should New Plymouth people pay more for their bread than do the people of Wanganui? If the question were asked, of course, the bakers would have a very satisfactory answer to the query.": [12, 762, 151, 1110]
